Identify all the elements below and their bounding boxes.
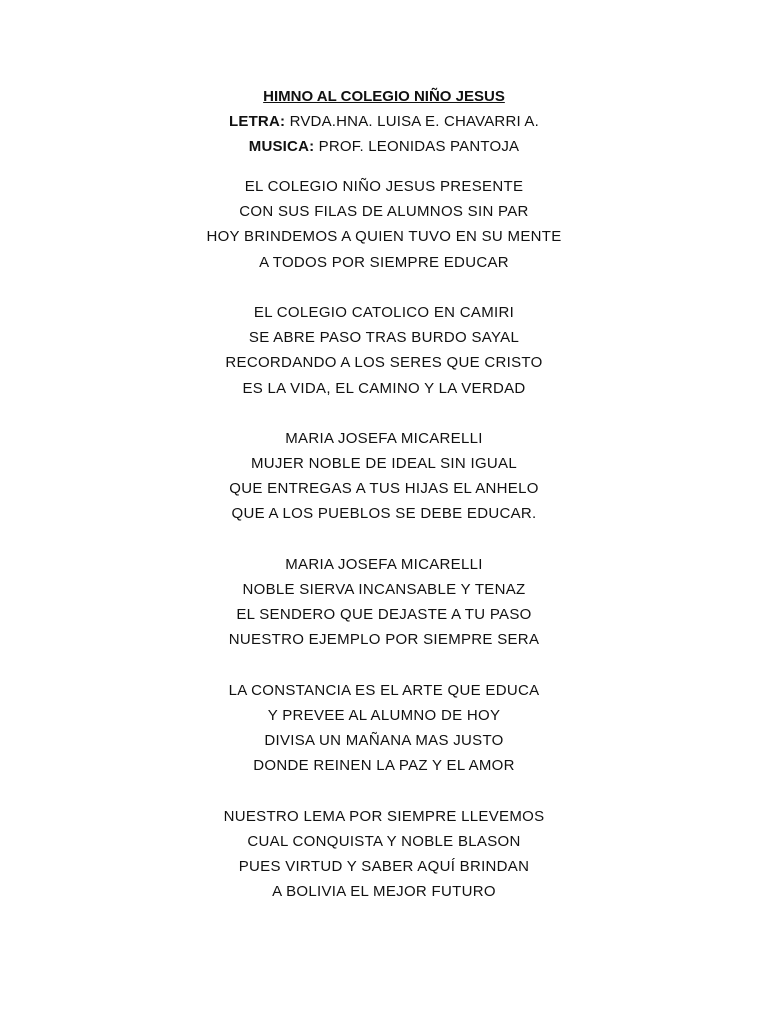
lyric-line: MUJER NOBLE DE IDEAL SIN IGUAL — [250, 455, 517, 473]
lyric-line: MARIA JOSEFA MICARELLI — [285, 555, 483, 573]
lyric-line: QUE ENTREGAS A TUS HIJAS EL ANHELO — [229, 480, 539, 498]
lyrics-credit — [0, 109, 768, 134]
lyric-line: A BOLIVIA EL MEJOR FUTURO — [272, 883, 496, 901]
stanza — [0, 804, 768, 905]
stanza — [0, 426, 768, 527]
lyric-line: DIVISA UN MAÑANA MAS JUSTO — [264, 732, 504, 750]
lyric-line: HOY BRINDEMOS A QUIEN TUVO EN SU MENTE — [206, 228, 562, 246]
lyric-line: ES LA VIDA, EL CAMINO Y LA VERDAD — [242, 379, 526, 397]
lyric-line: CUAL CONQUISTA Y NOBLE BLASON — [247, 832, 521, 850]
music-author: PROF. LEONIDAS PANTOJA — [314, 138, 520, 155]
lyric-line: CON SUS FILAS DE ALUMNOS SIN PAR — [239, 203, 529, 221]
lyric-line: Y PREVEE AL ALUMNO DE HOY — [267, 706, 501, 724]
stanza — [0, 678, 768, 779]
lyric-line: PUES VIRTUD Y SABER AQUÍ BRINDAN — [238, 858, 530, 876]
lyric-line: NUESTRO EJEMPLO POR SIEMPRE SERA — [228, 631, 540, 649]
stanza — [0, 552, 768, 653]
lyric-line: DONDE REINEN LA PAZ Y EL AMOR — [253, 757, 515, 775]
lyric-line: SE ABRE PASO TRAS BURDO SAYAL — [248, 329, 520, 347]
hymn-header — [0, 84, 768, 159]
lyric-line: EL SENDERO QUE DEJASTE A TU PASO — [236, 606, 532, 624]
lyrics-author: RVDA.HNA. LUISA E. CHAVARRI A. — [285, 113, 539, 130]
hymn-lyrics — [0, 174, 768, 930]
lyric-line: MARIA JOSEFA MICARELLI — [285, 429, 483, 447]
hymn-title: HIMNO AL COLEGIO NIÑO JESUS — [263, 88, 505, 105]
stanza — [0, 300, 768, 401]
lyric-line: EL COLEGIO NIÑO JESUS PRESENTE — [244, 178, 524, 195]
music-credit — [0, 134, 768, 159]
lyric-line: LA CONSTANCIA ES EL ARTE QUE EDUCA — [228, 681, 540, 699]
lyric-line: RECORDANDO A LOS SERES QUE CRISTO — [225, 354, 543, 372]
stanza — [0, 174, 768, 275]
lyric-line: EL COLEGIO CATOLICO EN CAMIRI — [253, 303, 515, 321]
lyrics-label: LETRA: — [229, 113, 286, 130]
lyric-line: NUESTRO LEMA POR SIEMPRE LLEVEMOS — [223, 807, 545, 825]
music-label: MUSICA: — [248, 138, 315, 155]
lyric-line: QUE A LOS PUEBLOS SE DEBE EDUCAR. — [231, 505, 537, 523]
lyric-line: NOBLE SIERVA INCANSABLE Y TENAZ — [242, 581, 526, 598]
lyric-line: A TODOS POR SIEMPRE EDUCAR — [259, 253, 509, 271]
